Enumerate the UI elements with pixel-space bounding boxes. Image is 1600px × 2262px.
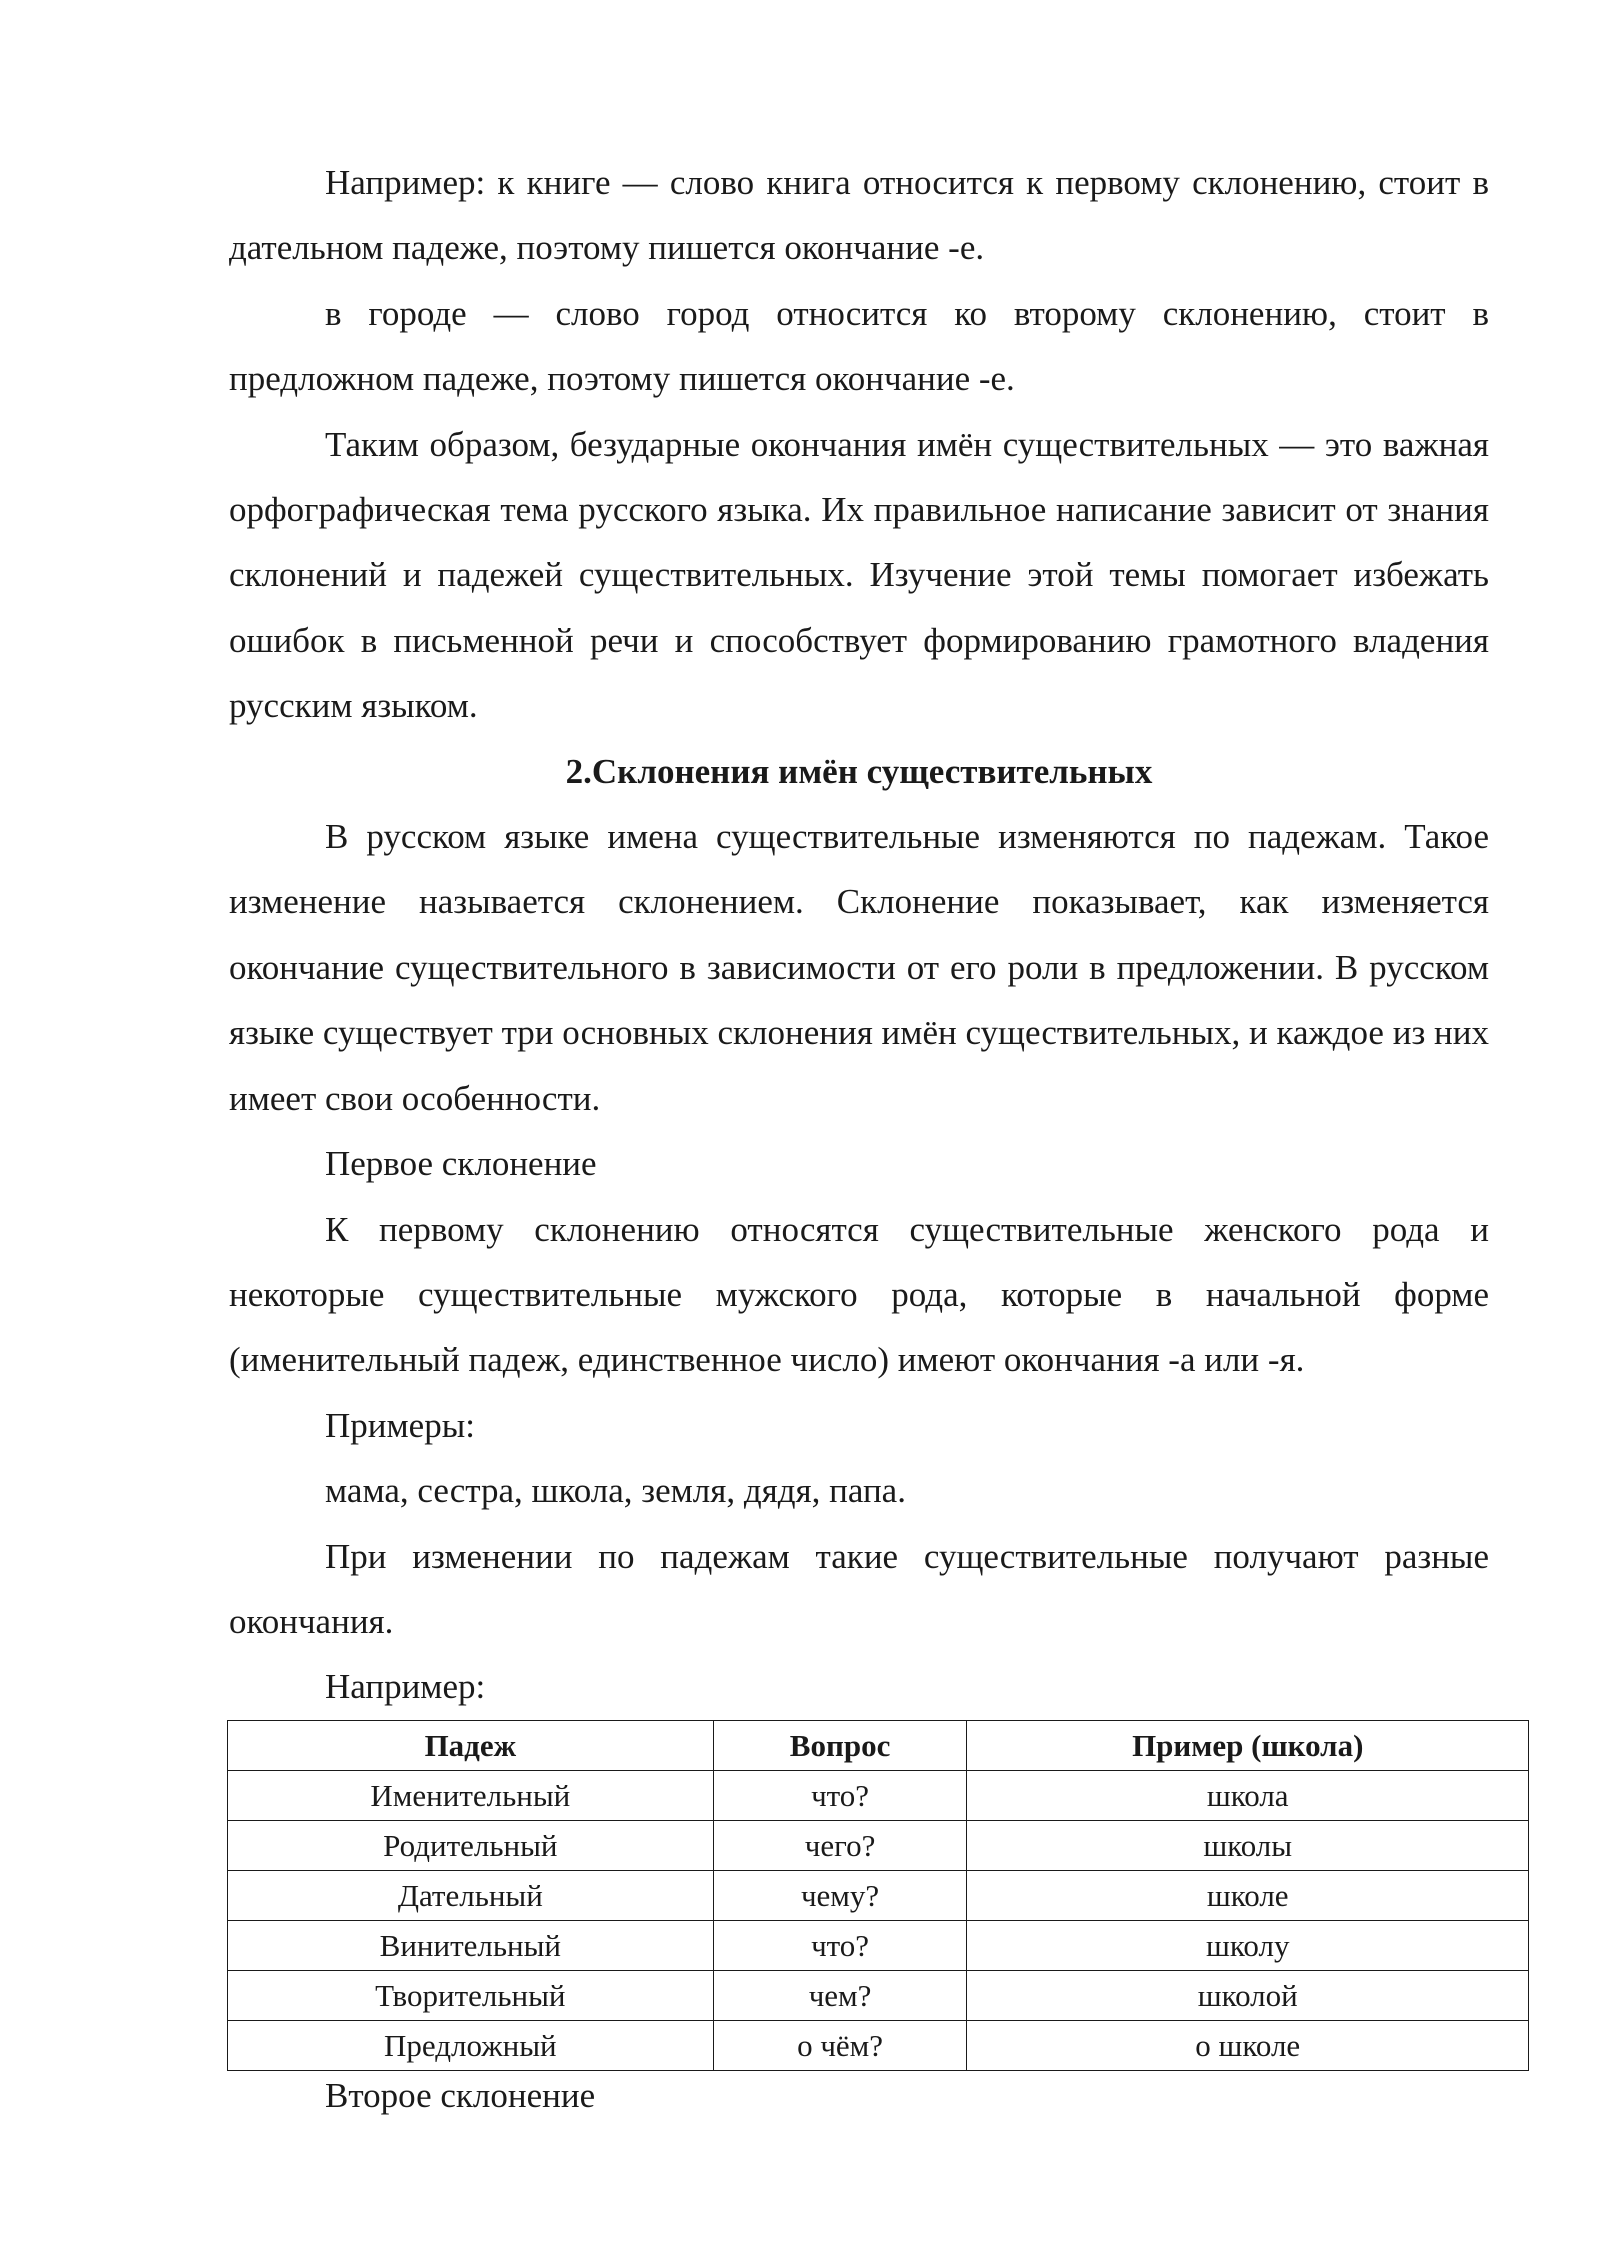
cell-example: школой (967, 1971, 1529, 2021)
cell-case: Дательный (228, 1871, 714, 1921)
paragraph-examples-label: Примеры: (325, 1405, 475, 1445)
table-row (228, 1971, 1529, 2021)
cell-example: о школе (967, 2021, 1529, 2071)
cell-question: чего? (713, 1821, 967, 1871)
cell-example: школы (967, 1821, 1529, 1871)
table-row (228, 1771, 1529, 1821)
table-row (228, 1871, 1529, 1921)
table-header-row (228, 1721, 1529, 1771)
cell-case: Предложный (228, 2021, 714, 2071)
cell-case: Творительный (228, 1971, 714, 2021)
paragraph-first-declension: К первому склонению относятся существительные женского рода и некоторые существительные мужского рода, которые в начальной форме (именительный падеж, единственное число) имеют окончания -а или -я. (229, 1209, 1489, 1380)
cases-table (227, 1720, 1529, 2071)
cell-case: Именительный (228, 1771, 714, 1821)
paragraph-for-example: Например: (325, 1667, 486, 1707)
cell-question: что? (713, 1771, 967, 1821)
paragraph-examples-list: мама, сестра, школа, земля, дядя, папа. (325, 1471, 906, 1511)
cell-case: Винительный (228, 1921, 714, 1971)
paragraph-case-change: При изменении по падежам такие существительные получают разные окончания. (229, 1536, 1489, 1641)
section-heading: 2.Склонения имён существительных (565, 751, 1153, 791)
paragraph-declension-intro: В русском языке имена существительные изменяются по падежам. Такое изменение называется склонением. Склонение показывает, как изменяется окончание существительного в зависимости от его роли в предложении. В русском языке существует три основных склонения имён существительных, и каждое из них имеет свои особенности. (229, 817, 1489, 1118)
cell-example: школе (967, 1871, 1529, 1921)
cell-example: школу (967, 1921, 1529, 1971)
document-page (229, 150, 1489, 1720)
cell-example: школа (967, 1771, 1529, 1821)
table-row (228, 1821, 1529, 1871)
paragraph-conclusion: Таким образом, безударные окончания имён существительных — это важная орфографическая тема русского языка. Их правильное написание зависит от знания склонений и падежей существительных. Изучение этой темы помогает избежать ошибок в письменной речи и способствует формированию грамотного владения русским языком. (229, 424, 1489, 726)
cell-question: чему? (713, 1871, 967, 1921)
table-row (228, 1921, 1529, 1971)
header-question: Вопрос (713, 1721, 967, 1771)
header-example: Пример (школа) (967, 1721, 1529, 1771)
subheading-second-declension: Второе склонение (325, 2076, 596, 2115)
paragraph-example-city: в городе — слово город относится ко второму склонению, стоит в предложном падеже, поэтому пишется окончание -е. (229, 293, 1489, 399)
cell-question: что? (713, 1921, 967, 1971)
paragraph-example-book: Например: к книге — слово книга относится к первому склонению, стоит в дательном падеже, поэтому пишется окончание -е. (229, 163, 1489, 268)
cell-question: чем? (713, 1971, 967, 2021)
header-case: Падеж (228, 1721, 714, 1771)
subheading-first-declension: Первое склонение (325, 1144, 597, 1184)
cell-question: о чём? (713, 2021, 967, 2071)
cell-case: Родительный (228, 1821, 714, 1871)
